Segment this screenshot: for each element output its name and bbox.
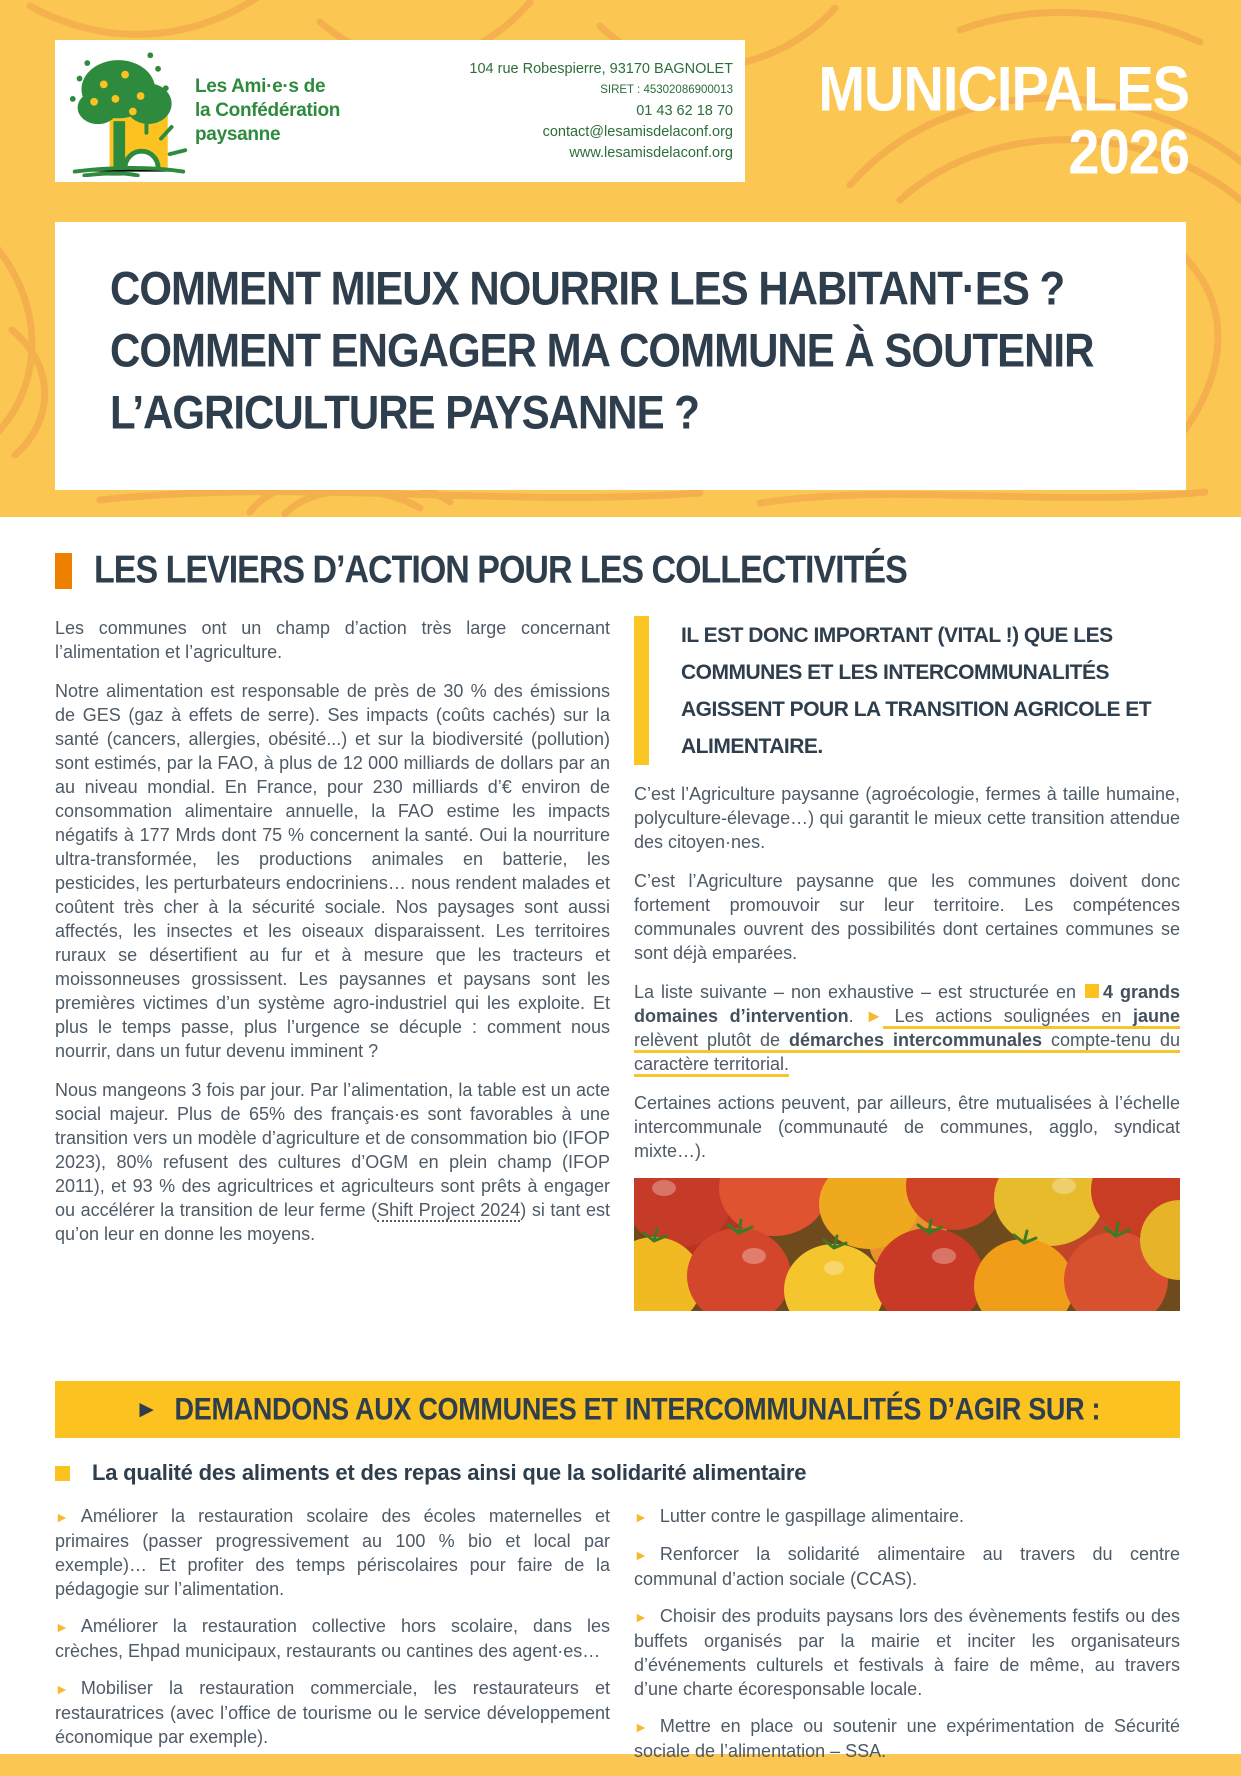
subsection-header xyxy=(55,1460,1180,1486)
bullet-arrow-icon: ► xyxy=(55,1509,69,1525)
contact-siret: SIRET : 45302086900013 xyxy=(600,83,733,96)
main-title-line2: COMMENT ENGAGER MA COMMUNE À SOUTENIR xyxy=(110,324,1094,377)
list-item xyxy=(634,1604,1180,1701)
list-item-text: Lutter contre le gaspillage alimentaire. xyxy=(659,1506,965,1526)
paragraph-text: . xyxy=(848,1006,866,1026)
callout-yellow-bar xyxy=(634,616,649,765)
confederation-paysanne-logo-icon xyxy=(65,45,191,177)
paragraph-text: La liste suivante – non exhaustive – est structurée en xyxy=(634,982,1083,1002)
bullet-arrow-icon: ► xyxy=(634,1547,648,1563)
paragraph-rich xyxy=(634,980,1180,1076)
leviers-right-column xyxy=(634,616,1180,1311)
demands-left-column xyxy=(55,1504,610,1776)
main-content xyxy=(0,517,1241,1761)
demands-right-column xyxy=(634,1504,1180,1776)
bullet-arrow-icon: ► xyxy=(634,1609,648,1625)
list-item xyxy=(634,1542,1180,1591)
contact-website[interactable]: www.lesamisdelaconf.org xyxy=(569,144,733,161)
list-item xyxy=(55,1614,610,1663)
contact-block xyxy=(403,59,733,164)
banner-arrow-icon: ► xyxy=(134,1395,159,1423)
section-title: LES LEVIERS D’ACTION POUR LES COLLECTIVITÉS xyxy=(94,548,907,592)
org-name-line1: Les Ami·e·s de xyxy=(195,76,326,97)
paragraph xyxy=(55,1078,610,1246)
list-item xyxy=(634,1714,1180,1763)
gold-square-marker-icon xyxy=(1085,984,1099,998)
yellow-underlined-text: compte-tenu du caractère territorial. xyxy=(634,1030,1180,1077)
main-title-line1: COMMENT MIEUX NOURRIR LES HABITANT·ES ? xyxy=(110,262,1065,315)
paragraph-text: Nous mangeons 3 fois par jour. Par l’alimentation, la table est un acte social majeur. Plus de 65% des français·es sont favorables à une transition vers un modèle d’agriculture et de consommation bio (IFOP 2023), 80% refusent des cultures d’OGM en plein champ (IFOP 2011), et 93 % des agricultrices et agriculteurs sont prêts à engager ou accélérer la transition de leur ferme ( xyxy=(55,1080,610,1220)
paragraph: Certaines actions peuvent, par ailleurs, être mutualisées à l’échelle intercommunale (communauté de communes, agglo, syndicat mixte…). xyxy=(634,1093,1180,1161)
list-item-text: Améliorer la restauration scolaire des écoles maternelles et primaires (passer progressivement au 100 % bio et local par exemple)… Et profiter des temps périscolaires pour faire de la pédagogie sur l’alimentation. xyxy=(55,1506,610,1599)
callout xyxy=(634,616,1180,765)
paragraph: Notre alimentation est responsable de près de 30 % des émissions de GES (gaz à effets de serre). Ses impacts (coûts cachés) sur la santé (cancers, allergies, obésité...) et sur la biodiversité (pollution) sont estimés, par la FAO, à plus de 12 000 milliards de dollars par an au niveau mondial. En France, pour 230 milliards d’€ environ de consommation alimentaire annuelle, la FAO estime les impacts négatifs à 177 Mrds dont 75 % concernent la santé. Oui la nourriture ultra-transformée, les productions animales en batterie, les pesticides, les perturbateurs endocriniens… nous rendent malades et coûtent très cher à la sécurité sociale. Nos paysages sont aussi affectés, les insectes et les oiseaux disparaissent. Les territoires ruraux se désertifient au fur et à mesure que les tracteurs et moissonneuses grossissent. Les paysannes et paysans sont les premières victimes d’un système agro-industriel qui les exploite. Et plus le temps passe, plus l’urgence se décuple : comment nous nourrir, dans un futur devenu imminent ? xyxy=(55,681,610,1061)
section-header-leviers xyxy=(55,548,1180,592)
list-item xyxy=(55,1676,610,1749)
subsection-title: La qualité des aliments et des repas ainsi que la solidarité alimentaire xyxy=(92,1460,807,1485)
arrow-icon: ► xyxy=(865,1006,883,1026)
org-name xyxy=(195,75,403,147)
campaign-title xyxy=(818,53,1189,187)
contact-email[interactable]: contact@lesamisdelaconf.org xyxy=(542,123,733,140)
list-item-text: Améliorer la restauration collective hors scolaire, dans les crèches, Ehpad municipaux, restaurants ou cantines des agent·es… xyxy=(55,1616,610,1661)
org-name-line2: la Confédération paysanne xyxy=(195,100,341,145)
bold-underlined-text: jaune xyxy=(1133,1006,1180,1029)
leviers-left-column xyxy=(55,616,610,1311)
paragraph: C’est l’Agriculture paysanne (agroécologie, fermes à taille humaine, polyculture-élevage…) qui garantit le mieux cette transition attendue des citoyen·nes. xyxy=(634,784,1180,852)
bullet-arrow-icon: ► xyxy=(634,1719,648,1735)
tomatoes-photo xyxy=(634,1178,1180,1311)
orange-block-icon xyxy=(55,553,72,589)
campaign-line1: MUNICIPALES xyxy=(818,53,1189,125)
leviers-columns xyxy=(55,616,1180,1311)
paragraph: Les communes ont un champ d’action très large concernant l’alimentation et l’agriculture. xyxy=(55,618,610,662)
demands-banner xyxy=(55,1381,1180,1438)
list-item xyxy=(55,1504,610,1601)
bullet-arrow-icon: ► xyxy=(55,1681,69,1697)
paragraph: C’est l’Agriculture paysanne que les communes doivent donc fortement promouvoir sur leur territoire. Les compétences communales ouvrent des possibilités dont certaines communes se sont déjà emparées. xyxy=(634,871,1180,963)
list-item-text: Choisir des produits paysans lors des évènements festifs ou des buffets organisés par la mairie et inciter les organisateurs d’événements culturels et festivals à faire de même, au travers d’une charte écoresponsable locale. xyxy=(634,1606,1180,1699)
contact-phone: 01 43 62 18 70 xyxy=(636,102,733,119)
yellow-underlined-text: relèvent plutôt de xyxy=(634,1030,789,1053)
list-item xyxy=(634,1504,1180,1529)
campaign-line2: 2026 xyxy=(1068,116,1189,187)
yellow-underlined-text: Les actions soulignées en xyxy=(883,1006,1133,1029)
bold-underlined-text: démarches intercommunales xyxy=(789,1030,1042,1053)
header-card xyxy=(55,40,745,182)
list-item-text: Mettre en place ou soutenir une expérimentation de Sécurité sociale de l’alimentation – SSA. xyxy=(634,1716,1180,1761)
shift-project-link[interactable]: Shift Project 2024 xyxy=(377,1200,521,1220)
demands-columns xyxy=(55,1504,1180,1776)
bullet-arrow-icon: ► xyxy=(55,1619,69,1635)
list-item-text: Renforcer la solidarité alimentaire au travers du centre communal d’action sociale (CCAS). xyxy=(634,1544,1180,1589)
banner-text: DEMANDONS AUX COMMUNES ET INTERCOMMUNALITÉS D’AGIR SUR : xyxy=(174,1391,1101,1427)
main-title-card xyxy=(55,222,1186,490)
contact-address: 104 rue Robespierre, 93170 BAGNOLET xyxy=(469,60,733,77)
bullet-arrow-icon: ► xyxy=(634,1509,648,1525)
paragraph-text: ) si tant est qu’on leur en donne les moyens. xyxy=(55,1200,611,1244)
bold-text: 4 grands domaines d’intervention xyxy=(634,982,1180,1026)
callout-text: IL EST DONC IMPORTANT (VITAL !) QUE LES COMMUNES ET LES INTERCOMMUNALITÉS AGISSENT POUR LA TRANSITION AGRICOLE ET ALIMENTAIRE. xyxy=(681,624,1152,758)
list-item-text: Mobiliser la restauration commerciale, les restaurateurs et restauratrices (avec l’office de tourisme ou le service développement économique par exemple). xyxy=(55,1678,610,1747)
main-title-line3: L’AGRICULTURE PAYSANNE ? xyxy=(110,386,699,439)
yellow-square-icon xyxy=(55,1466,70,1481)
